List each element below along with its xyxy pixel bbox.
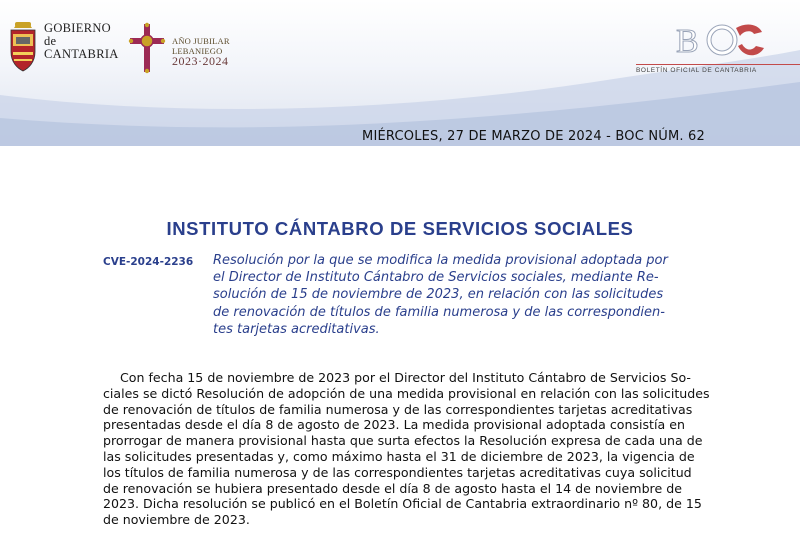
cve-code: CVE-2024-2236 [103, 256, 194, 268]
ano-jubilar-logo [128, 22, 230, 74]
title-line: Resolución por la que se modifica la medida provisional adoptada por [213, 253, 668, 268]
title-line: de renovación de títulos de familia numerosa y de las correspondien- [213, 304, 665, 320]
title-line: solución de 15 de noviembre de 2023, en relación con las solicitudes [213, 287, 664, 303]
jubilar-line: LEBANIEGO [172, 46, 223, 56]
gobierno-text [44, 22, 119, 61]
gobierno-line: de [44, 34, 57, 48]
publication-date-line: MIÉRCOLES, 27 DE MARZO DE 2024 - BOC NÚM. 62 [362, 129, 705, 144]
header-band [0, 0, 800, 146]
gobierno-line: CANTABRIA [44, 47, 119, 61]
gobierno-de-cantabria-logo [8, 22, 119, 74]
title-line: tes tarjetas acreditativas. [213, 321, 380, 337]
title-line: el Director de Instituto Cántabro de Servicios sociales, mediante Re- [213, 270, 659, 286]
body-line: los títulos de familia numerosa y de las correspondientes tarjetas acreditativas cuya solicitud [103, 464, 692, 480]
jubilar-text [172, 36, 230, 66]
body-line: ciales se dictó Resolución de adopción de una medida provisional en relación con las solicitudes [103, 385, 710, 401]
body-line: las solicitudes presentadas y, como máximo hasta el 31 de diciembre de 2023, la vigencia de [103, 448, 695, 464]
cantabria-coat-of-arms-icon [8, 22, 38, 74]
body-line: Con fecha 15 de noviembre de 2023 por el Director del Instituto Cántabro de Servicios So- [120, 370, 691, 385]
boc-subtitle: BOLETÍN OFICIAL DE CANTABRIA [636, 64, 800, 74]
body-line: de renovación de títulos de familia numerosa y de las correspondientes tarjetas acreditativas [103, 401, 693, 417]
jubilar-years: 2023·2024 [172, 54, 229, 68]
gobierno-line: GOBIERNO [44, 21, 111, 35]
body-line: de noviembre de 2023. [103, 512, 250, 528]
boc-logo [672, 18, 772, 62]
svg-text:B: B [676, 23, 699, 60]
body-line: 2023. Dicha resolución se publicó en el Boletín Oficial de Cantabria extraordinario nº 80, de 15 [103, 496, 702, 512]
institute-heading: INSTITUTO CÁNTABRO DE SERVICIOS SOCIALES [166, 218, 634, 239]
body-line: de renovación se hubiera presentado desde el día 8 de agosto hasta el 14 de noviembre de [103, 480, 682, 496]
body-line: presentadas desde el día 8 de agosto de 2023. La medida provisional adoptada consistía en [103, 417, 685, 433]
body-paragraph [103, 370, 713, 528]
resolution-title [213, 252, 713, 338]
body-line: prorrogar de manera provisional hasta que surta efectos la Resolución expresa de cada una de [103, 433, 703, 449]
lebaniego-cross-icon [128, 22, 166, 74]
jubilar-line: AÑO JUBILAR [172, 36, 230, 46]
